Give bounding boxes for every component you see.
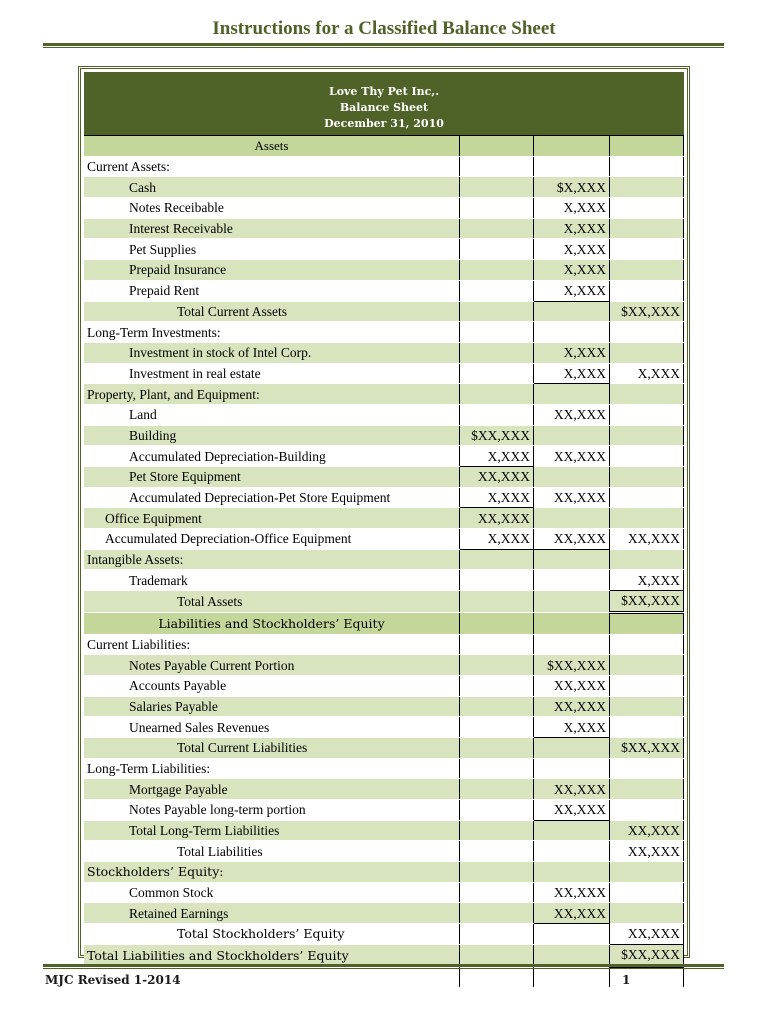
row-label: Interest Receivable <box>84 218 460 239</box>
row-label: Total Liabilities <box>84 841 460 862</box>
table-row <box>84 404 684 425</box>
amount-col-1 <box>460 280 534 301</box>
page-number: 1 <box>622 973 631 987</box>
row-label: Notes Payable long-term portion <box>84 800 460 821</box>
amount-col-1 <box>460 655 534 676</box>
section-header-assets <box>84 136 684 157</box>
table-row <box>84 260 684 281</box>
grand-total-row <box>84 944 684 966</box>
amount-col-1 <box>460 612 534 634</box>
amount-col-1 <box>460 136 534 157</box>
amount-col-2 <box>534 944 610 966</box>
amount-col-2 <box>534 136 610 157</box>
amount-col-1 <box>460 342 534 363</box>
table-row <box>84 156 684 177</box>
row-label: Accumulated Depreciation-Office Equipment <box>84 529 460 550</box>
row-label: Long-Term Liabilities: <box>84 758 460 779</box>
amount-col-2 <box>534 924 610 945</box>
row-label: Property, Plant, and Equipment: <box>84 384 460 405</box>
row-label: Land <box>84 404 460 425</box>
row-label: Office Equipment <box>84 508 460 529</box>
amount-col-3 <box>610 177 684 198</box>
total-row <box>84 737 684 758</box>
footer-revision: MJC Revised 1-2014 <box>45 973 181 987</box>
amount-col-3 <box>610 487 684 508</box>
row-label: Accumulated Depreciation-Pet Store Equipment <box>84 487 460 508</box>
amount-col-1 <box>460 696 534 717</box>
amount-col-2: X,XXX <box>534 717 610 738</box>
table-row <box>84 717 684 738</box>
table-row <box>84 218 684 239</box>
amount-col-1 <box>460 841 534 862</box>
row-label: Investment in stock of Intel Corp. <box>84 342 460 363</box>
amount-col-3 <box>610 218 684 239</box>
bottom-rule <box>43 964 724 967</box>
table-row <box>84 177 684 198</box>
amount-col-1 <box>460 924 534 945</box>
row-label: Accumulated Depreciation-Building <box>84 446 460 467</box>
amount-col-3 <box>610 800 684 821</box>
table-row <box>84 239 684 260</box>
amount-col-3 <box>610 655 684 676</box>
amount-col-3 <box>610 425 684 446</box>
table-row <box>84 779 684 800</box>
amount-col-3 <box>610 966 684 988</box>
table-row <box>84 655 684 676</box>
total-row <box>84 591 684 613</box>
table-row <box>84 800 684 821</box>
amount-col-2: X,XXX <box>534 280 610 301</box>
row-label: Accounts Payable <box>84 675 460 696</box>
table-row <box>84 363 684 384</box>
amount-col-2 <box>534 634 610 655</box>
amount-col-2: X,XXX <box>534 218 610 239</box>
row-label: Notes Payable Current Portion <box>84 655 460 676</box>
amount-col-2 <box>534 758 610 779</box>
amount-col-1 <box>460 404 534 425</box>
amount-col-2: X,XXX <box>534 342 610 363</box>
amount-col-3 <box>610 467 684 488</box>
table-row <box>84 696 684 717</box>
amount-col-1 <box>460 591 534 613</box>
row-label: Total Current Assets <box>84 301 460 322</box>
amount-col-1 <box>460 198 534 219</box>
amount-col-2 <box>534 508 610 529</box>
amount-col-3: XX,XXX <box>610 529 684 550</box>
amount-col-1 <box>460 549 534 570</box>
amount-col-1 <box>460 737 534 758</box>
amount-col-3 <box>610 717 684 738</box>
amount-col-3 <box>610 342 684 363</box>
amount-col-3: $XX,XXX <box>610 591 684 613</box>
amount-col-1 <box>460 862 534 883</box>
amount-col-3 <box>610 862 684 883</box>
amount-col-2: $X,XXX <box>534 177 610 198</box>
amount-col-2: X,XXX <box>534 260 610 281</box>
section-header-liabilities <box>84 612 684 634</box>
row-label: Salaries Payable <box>84 696 460 717</box>
table-row <box>84 384 684 405</box>
table-row <box>84 758 684 779</box>
amount-col-2 <box>534 384 610 405</box>
amount-col-3: XX,XXX <box>610 924 684 945</box>
table-row <box>84 487 684 508</box>
amount-col-2 <box>534 549 610 570</box>
amount-col-1 <box>460 717 534 738</box>
amount-col-2: $XX,XXX <box>534 655 610 676</box>
amount-col-2 <box>534 737 610 758</box>
total-row <box>84 841 684 862</box>
amount-col-3: $XX,XXX <box>610 944 684 966</box>
table-row <box>84 675 684 696</box>
amount-col-1: X,XXX <box>460 446 534 467</box>
amount-col-3 <box>610 634 684 655</box>
table-row <box>84 549 684 570</box>
row-label: Current Liabilities: <box>84 634 460 655</box>
amount-col-1 <box>460 363 534 384</box>
amount-col-2 <box>534 841 610 862</box>
row-label: Prepaid Insurance <box>84 260 460 281</box>
amount-col-3 <box>610 136 684 157</box>
table-row <box>84 508 684 529</box>
amount-col-1 <box>460 634 534 655</box>
amount-col-1 <box>460 675 534 696</box>
amount-col-1: X,XXX <box>460 487 534 508</box>
amount-col-3 <box>610 508 684 529</box>
row-label: Total Stockholders’ Equity <box>84 924 460 945</box>
amount-col-2: X,XXX <box>534 198 610 219</box>
amount-col-2 <box>534 425 610 446</box>
table-row <box>84 882 684 903</box>
table-row <box>84 467 684 488</box>
amount-col-2: XX,XXX <box>534 903 610 924</box>
row-label: Total Current Liabilities <box>84 737 460 758</box>
amount-col-3 <box>610 260 684 281</box>
bottom-rule-thin <box>43 968 724 969</box>
amount-col-2: XX,XXX <box>534 487 610 508</box>
row-label: Pet Supplies <box>84 239 460 260</box>
balance-table <box>84 135 684 988</box>
amount-col-1 <box>460 156 534 177</box>
row-label: Retained Earnings <box>84 903 460 924</box>
amount-col-1 <box>460 260 534 281</box>
amount-col-3 <box>610 779 684 800</box>
amount-col-3: XX,XXX <box>610 820 684 841</box>
amount-col-1 <box>460 779 534 800</box>
row-label: Current Assets: <box>84 156 460 177</box>
amount-col-3 <box>610 446 684 467</box>
amount-col-1 <box>460 944 534 966</box>
amount-col-2: XX,XXX <box>534 696 610 717</box>
amount-col-3 <box>610 156 684 177</box>
amount-col-2 <box>534 570 610 591</box>
amount-col-1: XX,XXX <box>460 467 534 488</box>
table-row <box>84 280 684 301</box>
amount-col-1 <box>460 218 534 239</box>
amount-col-3 <box>610 239 684 260</box>
amount-col-1 <box>460 239 534 260</box>
table-row <box>84 903 684 924</box>
amount-col-2: XX,XXX <box>534 779 610 800</box>
row-label: Prepaid Rent <box>84 280 460 301</box>
amount-col-2 <box>534 156 610 177</box>
amount-col-2: X,XXX <box>534 363 610 384</box>
amount-col-2 <box>534 612 610 634</box>
page-title: Instructions for a Classified Balance Sheet <box>212 18 556 39</box>
row-label: Trademark <box>84 570 460 591</box>
amount-col-2 <box>534 322 610 343</box>
amount-col-3 <box>610 882 684 903</box>
amount-col-3 <box>610 198 684 219</box>
amount-col-2: XX,XXX <box>534 446 610 467</box>
balance-sheet <box>78 66 690 963</box>
amount-col-2 <box>534 301 610 322</box>
amount-col-1: $XX,XXX <box>460 425 534 446</box>
row-label: Assets <box>84 136 460 157</box>
amount-col-1 <box>460 570 534 591</box>
amount-col-3 <box>610 696 684 717</box>
row-label: Total Assets <box>84 591 460 613</box>
row-label: Mortgage Payable <box>84 779 460 800</box>
amount-col-1 <box>460 820 534 841</box>
amount-col-3 <box>610 322 684 343</box>
amount-col-1 <box>460 966 534 988</box>
amount-col-2 <box>534 467 610 488</box>
amount-col-3 <box>610 549 684 570</box>
row-label: Total Liabilities and Stockholders’ Equity <box>84 944 460 966</box>
row-label: Notes Receibable <box>84 198 460 219</box>
amount-col-3 <box>610 758 684 779</box>
amount-col-1: X,XXX <box>460 529 534 550</box>
table-row <box>84 634 684 655</box>
amount-col-3: $XX,XXX <box>610 737 684 758</box>
amount-col-2: XX,XXX <box>534 675 610 696</box>
table-row <box>84 529 684 550</box>
amount-col-3 <box>610 280 684 301</box>
amount-col-2 <box>534 820 610 841</box>
amount-col-3: XX,XXX <box>610 841 684 862</box>
row-label: Investment in real estate <box>84 363 460 384</box>
amount-col-2: XX,XXX <box>534 882 610 903</box>
amount-col-3: $XX,XXX <box>610 301 684 322</box>
table-row <box>84 446 684 467</box>
total-row <box>84 820 684 841</box>
amount-col-2: X,XXX <box>534 239 610 260</box>
table-row <box>84 198 684 219</box>
amount-col-2: XX,XXX <box>534 529 610 550</box>
row-label: Liabilities and Stockholders’ Equity <box>84 612 460 634</box>
amount-col-1 <box>460 800 534 821</box>
amount-col-3 <box>610 404 684 425</box>
amount-col-2: XX,XXX <box>534 404 610 425</box>
amount-col-1: XX,XXX <box>460 508 534 529</box>
top-rule-thin <box>43 47 724 48</box>
table-row <box>84 862 684 883</box>
row-label: Pet Store Equipment <box>84 467 460 488</box>
amount-col-1 <box>460 322 534 343</box>
row-label: Intangible Assets: <box>84 549 460 570</box>
row-label: Unearned Sales Revenues <box>84 717 460 738</box>
row-label: Long-Term Investments: <box>84 322 460 343</box>
amount-col-1 <box>460 758 534 779</box>
table-row <box>84 425 684 446</box>
amount-col-3 <box>610 384 684 405</box>
amount-col-3 <box>610 903 684 924</box>
total-row <box>84 924 684 945</box>
amount-col-1 <box>460 301 534 322</box>
amount-col-3: X,XXX <box>610 363 684 384</box>
amount-col-3 <box>610 612 684 634</box>
amount-col-2 <box>534 591 610 613</box>
top-rule <box>43 43 724 46</box>
amount-col-2: XX,XXX <box>534 800 610 821</box>
amount-col-1 <box>460 882 534 903</box>
statement-date: December 31, 2010 <box>324 117 444 130</box>
amount-col-1 <box>460 903 534 924</box>
statement-name: Balance Sheet <box>339 101 429 114</box>
amount-col-3: X,XXX <box>610 570 684 591</box>
row-label: Cash <box>84 177 460 198</box>
row-label: Stockholders’ Equity: <box>84 862 460 883</box>
company-name: Love Thy Pet Inc,. <box>328 85 440 98</box>
amount-col-1 <box>460 177 534 198</box>
amount-col-2 <box>534 966 610 988</box>
row-label: Common Stock <box>84 882 460 903</box>
amount-col-1 <box>460 384 534 405</box>
sheet-header <box>84 72 684 135</box>
total-row <box>84 301 684 322</box>
table-row <box>84 570 684 591</box>
row-label: Total Long-Term Liabilities <box>84 820 460 841</box>
amount-col-2 <box>534 862 610 883</box>
table-row <box>84 322 684 343</box>
table-row <box>84 342 684 363</box>
amount-col-3 <box>610 675 684 696</box>
row-label: Building <box>84 425 460 446</box>
